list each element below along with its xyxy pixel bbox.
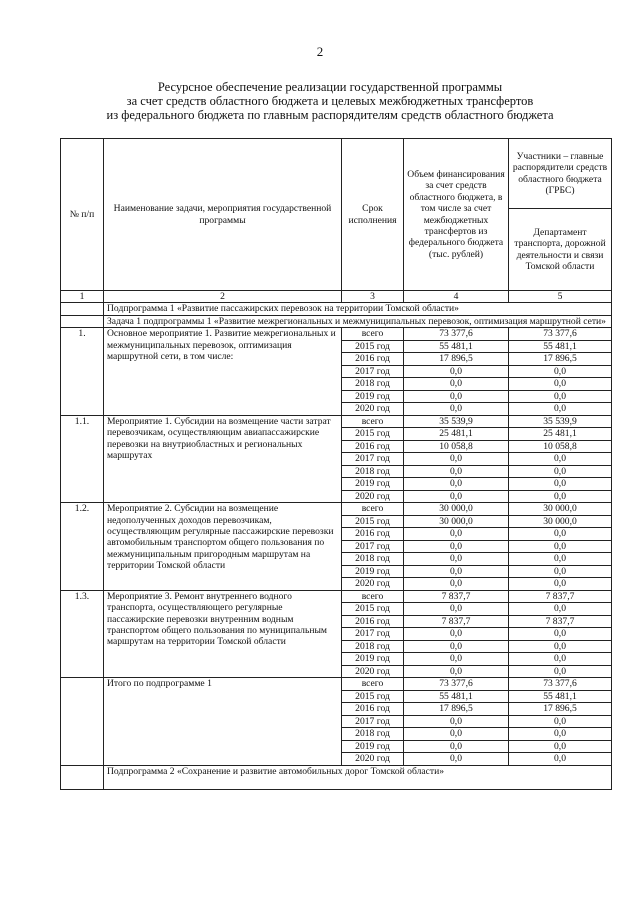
- period-cell: 2016 год: [342, 615, 404, 628]
- period-cell: 2017 год: [342, 365, 404, 378]
- period-cell: 2017 год: [342, 628, 404, 641]
- participant-cell: 73 377,6: [509, 678, 612, 691]
- volume-cell: 0,0: [404, 753, 509, 766]
- volume-cell: 73 377,6: [404, 678, 509, 691]
- table-row: [61, 678, 612, 691]
- volume-cell: 0,0: [404, 403, 509, 416]
- participant-cell: 0,0: [509, 528, 612, 541]
- participant-cell: 0,0: [509, 628, 612, 641]
- volume-cell: 0,0: [404, 653, 509, 666]
- volume-cell: 0,0: [404, 490, 509, 503]
- participant-cell: 0,0: [509, 653, 612, 666]
- volume-cell: 10 058,8: [404, 440, 509, 453]
- participant-cell: 0,0: [509, 540, 612, 553]
- period-cell: 2018 год: [342, 465, 404, 478]
- period-cell: 2019 год: [342, 740, 404, 753]
- period-cell: 2018 год: [342, 640, 404, 653]
- table-row: [61, 415, 612, 428]
- item-description: Мероприятие 2. Субсидии на возмещение недополученных доходов перевозчикам, осуществляющим регулярные пассажирские перевозки автомобильным транспортом общего пользования по межмуниципальным пригородным маршрутам на территории Томской области: [104, 503, 342, 591]
- volume-cell: 0,0: [404, 665, 509, 678]
- period-cell: 2015 год: [342, 428, 404, 441]
- header-volume: Объем финансирования за счет средств областного бюджета, в том числе за счет межбюджетных трансфертов из федерального бюджета (тыс. рублей): [404, 139, 509, 291]
- period-cell: 2019 год: [342, 653, 404, 666]
- task-1-title: Задача 1 подпрограммы 1 «Развитие межрегиональных и межмуниципальных перевозок, оптимизация маршрутной сети»: [104, 315, 612, 327]
- participant-cell: 17 896,5: [509, 703, 612, 716]
- period-cell: 2018 год: [342, 553, 404, 566]
- table-row: [61, 328, 612, 341]
- participant-cell: 30 000,0: [509, 503, 612, 516]
- period-cell: всего: [342, 503, 404, 516]
- volume-cell: 7 837,7: [404, 615, 509, 628]
- participant-cell: 0,0: [509, 603, 612, 616]
- period-cell: 2016 год: [342, 353, 404, 366]
- participant-cell: 0,0: [509, 478, 612, 491]
- period-cell: 2016 год: [342, 528, 404, 541]
- participant-cell: 0,0: [509, 378, 612, 391]
- volume-cell: 0,0: [404, 378, 509, 391]
- participant-cell: 30 000,0: [509, 515, 612, 528]
- col-number: 3: [342, 291, 404, 303]
- participant-cell: 0,0: [509, 740, 612, 753]
- participant-cell: 17 896,5: [509, 353, 612, 366]
- volume-cell: 55 481,1: [404, 690, 509, 703]
- period-cell: всего: [342, 415, 404, 428]
- item-number: 1.1.: [61, 415, 104, 503]
- period-cell: 2020 год: [342, 665, 404, 678]
- volume-cell: 0,0: [404, 540, 509, 553]
- participant-cell: 0,0: [509, 365, 612, 378]
- participant-cell: 25 481,1: [509, 428, 612, 441]
- volume-cell: 30 000,0: [404, 503, 509, 516]
- volume-cell: 0,0: [404, 640, 509, 653]
- volume-cell: 0,0: [404, 453, 509, 466]
- volume-cell: 55 481,1: [404, 340, 509, 353]
- item-number: 1.3.: [61, 590, 104, 678]
- col-number: 1: [61, 291, 104, 303]
- volume-cell: 17 896,5: [404, 703, 509, 716]
- volume-cell: 0,0: [404, 553, 509, 566]
- header-name: Наименование задачи, мероприятия государственной программы: [104, 139, 342, 291]
- volume-cell: 0,0: [404, 728, 509, 741]
- subprogram-2-title: Подпрограмма 2 «Сохранение и развитие автомобильных дорог Томской области»: [104, 765, 612, 789]
- period-cell: 2016 год: [342, 703, 404, 716]
- volume-cell: 0,0: [404, 365, 509, 378]
- participant-cell: 55 481,1: [509, 340, 612, 353]
- period-cell: всего: [342, 590, 404, 603]
- volume-cell: 0,0: [404, 740, 509, 753]
- volume-cell: 0,0: [404, 603, 509, 616]
- title-line: Ресурсное обеспечение реализации государственной программы: [157, 80, 503, 94]
- resource-table: [60, 138, 612, 790]
- volume-cell: 0,0: [404, 465, 509, 478]
- item-number: 1.: [61, 328, 104, 416]
- item-description: Итого по подпрограмме 1: [104, 678, 342, 766]
- volume-cell: 25 481,1: [404, 428, 509, 441]
- participant-cell: 7 837,7: [509, 590, 612, 603]
- subprogram-1-title: Подпрограмма 1 «Развитие пассажирских перевозок на территории Томской области»: [104, 303, 612, 315]
- item-description: Мероприятие 1. Субсидии на возмещение части затрат перевозчикам, осуществляющим авиапассажирские перевозки на внутриобластных и региональных маршрутах: [104, 415, 342, 503]
- participant-cell: 0,0: [509, 490, 612, 503]
- title-line: из федерального бюджета по главным распорядителям средств областного бюджета: [106, 108, 554, 122]
- volume-cell: 0,0: [404, 578, 509, 591]
- period-cell: 2019 год: [342, 565, 404, 578]
- period-cell: 2015 год: [342, 340, 404, 353]
- item-description: Мероприятие 3. Ремонт внутреннего водного транспорта, осуществляющего регулярные пассажирские перевозки внутренним водным транспортом общего пользования по муниципальным маршрутам на территории Томской области: [104, 590, 342, 678]
- participant-cell: 0,0: [509, 565, 612, 578]
- participant-cell: 0,0: [509, 640, 612, 653]
- table-row: [61, 590, 612, 603]
- title-line: за счет средств областного бюджета и целевых межбюджетных трансфертов: [126, 94, 534, 108]
- document-title: [60, 80, 600, 122]
- participant-cell: 0,0: [509, 453, 612, 466]
- volume-cell: 0,0: [404, 565, 509, 578]
- participant-cell: 0,0: [509, 665, 612, 678]
- participant-cell: 7 837,7: [509, 615, 612, 628]
- volume-cell: 0,0: [404, 715, 509, 728]
- participant-cell: 0,0: [509, 728, 612, 741]
- table-row: [61, 765, 612, 789]
- page-number: 2: [316, 44, 324, 59]
- period-cell: 2015 год: [342, 515, 404, 528]
- period-cell: 2017 год: [342, 715, 404, 728]
- header-term: Срок исполнения: [342, 139, 404, 291]
- period-cell: всего: [342, 678, 404, 691]
- period-cell: 2015 год: [342, 603, 404, 616]
- header-department: Департамент транспорта, дорожной деятельности и связи Томской области: [509, 209, 612, 291]
- period-cell: 2018 год: [342, 728, 404, 741]
- header-participants: Участники – главные распорядители средств областного бюджета (ГРБС): [509, 139, 612, 209]
- period-cell: 2016 год: [342, 440, 404, 453]
- participant-cell: 73 377,6: [509, 328, 612, 341]
- period-cell: 2017 год: [342, 540, 404, 553]
- volume-cell: 0,0: [404, 478, 509, 491]
- item-number: 1.2.: [61, 503, 104, 591]
- participant-cell: 0,0: [509, 403, 612, 416]
- period-cell: 2015 год: [342, 690, 404, 703]
- period-cell: 2020 год: [342, 753, 404, 766]
- volume-cell: 17 896,5: [404, 353, 509, 366]
- volume-cell: 0,0: [404, 528, 509, 541]
- item-description: Основное мероприятие 1. Развитие межрегиональных и межмуниципальных перевозок, оптимизация маршрутной сети, в том числе:: [104, 328, 342, 416]
- col-number: 5: [509, 291, 612, 303]
- period-cell: 2020 год: [342, 403, 404, 416]
- table-row: [61, 503, 612, 516]
- participant-cell: 0,0: [509, 578, 612, 591]
- item-number: [61, 678, 104, 766]
- participant-cell: 10 058,8: [509, 440, 612, 453]
- period-cell: 2017 год: [342, 453, 404, 466]
- volume-cell: 0,0: [404, 390, 509, 403]
- period-cell: 2020 год: [342, 490, 404, 503]
- volume-cell: 7 837,7: [404, 590, 509, 603]
- participant-cell: 0,0: [509, 715, 612, 728]
- period-cell: 2019 год: [342, 478, 404, 491]
- period-cell: всего: [342, 328, 404, 341]
- period-cell: 2018 год: [342, 378, 404, 391]
- volume-cell: 0,0: [404, 628, 509, 641]
- col-number: 2: [104, 291, 342, 303]
- participant-cell: 0,0: [509, 390, 612, 403]
- participant-cell: 0,0: [509, 553, 612, 566]
- participant-cell: 55 481,1: [509, 690, 612, 703]
- participant-cell: 35 539,9: [509, 415, 612, 428]
- period-cell: 2019 год: [342, 390, 404, 403]
- volume-cell: 73 377,6: [404, 328, 509, 341]
- col-number: 4: [404, 291, 509, 303]
- participant-cell: 0,0: [509, 753, 612, 766]
- period-cell: 2020 год: [342, 578, 404, 591]
- volume-cell: 30 000,0: [404, 515, 509, 528]
- volume-cell: 35 539,9: [404, 415, 509, 428]
- header-num: № п/п: [61, 139, 104, 291]
- participant-cell: 0,0: [509, 465, 612, 478]
